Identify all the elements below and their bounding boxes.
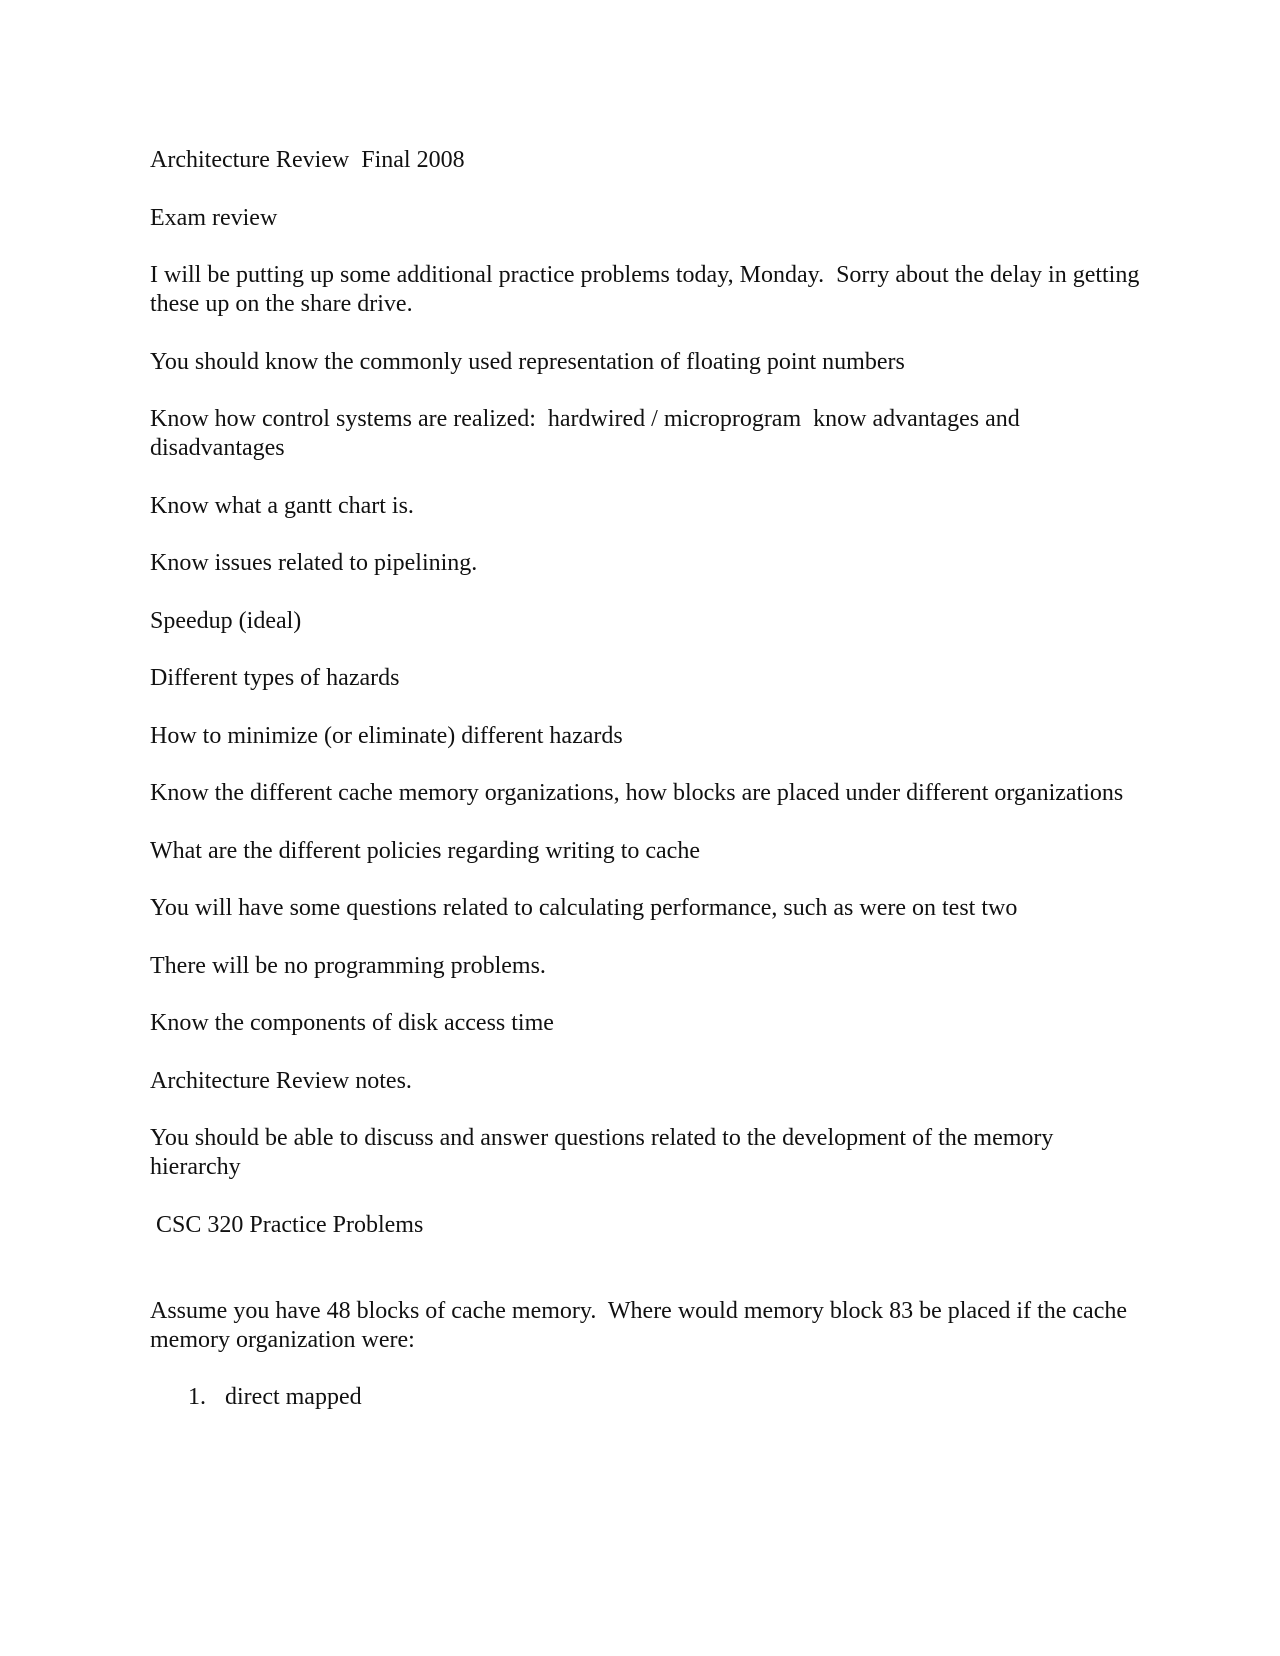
- section-heading-practice-problems: CSC 320 Practice Problems: [150, 1211, 424, 1238]
- paragraph-gantt-chart: Know what a gantt chart is.: [150, 492, 414, 519]
- paragraph-speedup: Speedup (ideal): [150, 607, 302, 634]
- paragraph-memory-hierarchy: You should be able to discuss and answer questions related to the development of the memory hierarchy: [150, 1125, 1060, 1180]
- paragraph-cache-question: Assume you have 48 blocks of cache memory. Where would memory block 83 be placed if the cache memory organization were:: [150, 1297, 1134, 1353]
- document-body: [150, 146, 1146, 1412]
- paragraph-cache-organizations: Know the different cache memory organizations, how blocks are placed under different organizations: [150, 780, 1124, 806]
- paragraph-no-programming: There will be no programming problems.: [150, 952, 546, 979]
- list-item-text: direct mapped: [225, 1384, 362, 1410]
- paragraph-control-systems: Know how control systems are realized: hardwired / microprogram know advantages and disadvantages: [150, 406, 1026, 461]
- paragraph-hazard-types: Different types of hazards: [150, 665, 400, 691]
- list-item: [150, 1383, 1140, 1412]
- document-title: Architecture Review Final 2008: [150, 147, 465, 173]
- paragraph-disk-access: Know the components of disk access time: [150, 1010, 554, 1036]
- answer-options-list: [150, 1383, 1140, 1412]
- paragraph-performance: You will have some questions related to calculating performance, such as were on test two: [150, 895, 1018, 921]
- paragraph-announcement: I will be putting up some additional practice problems today, Monday. Sorry about the delay in getting these up on the share drive.: [150, 262, 1146, 317]
- paragraph-write-policies: What are the different policies regarding writing to cache: [150, 837, 700, 864]
- paragraph-floating-point: You should know the commonly used representation of floating point numbers: [150, 348, 905, 375]
- paragraph-pipelining: Know issues related to pipelining.: [150, 550, 478, 576]
- section-heading-exam-review: Exam review: [150, 204, 278, 231]
- list-item-number: 1.: [188, 1384, 206, 1410]
- paragraph-review-notes: Architecture Review notes.: [150, 1067, 412, 1094]
- paragraph-minimize-hazards: How to minimize (or eliminate) different hazards: [150, 722, 623, 749]
